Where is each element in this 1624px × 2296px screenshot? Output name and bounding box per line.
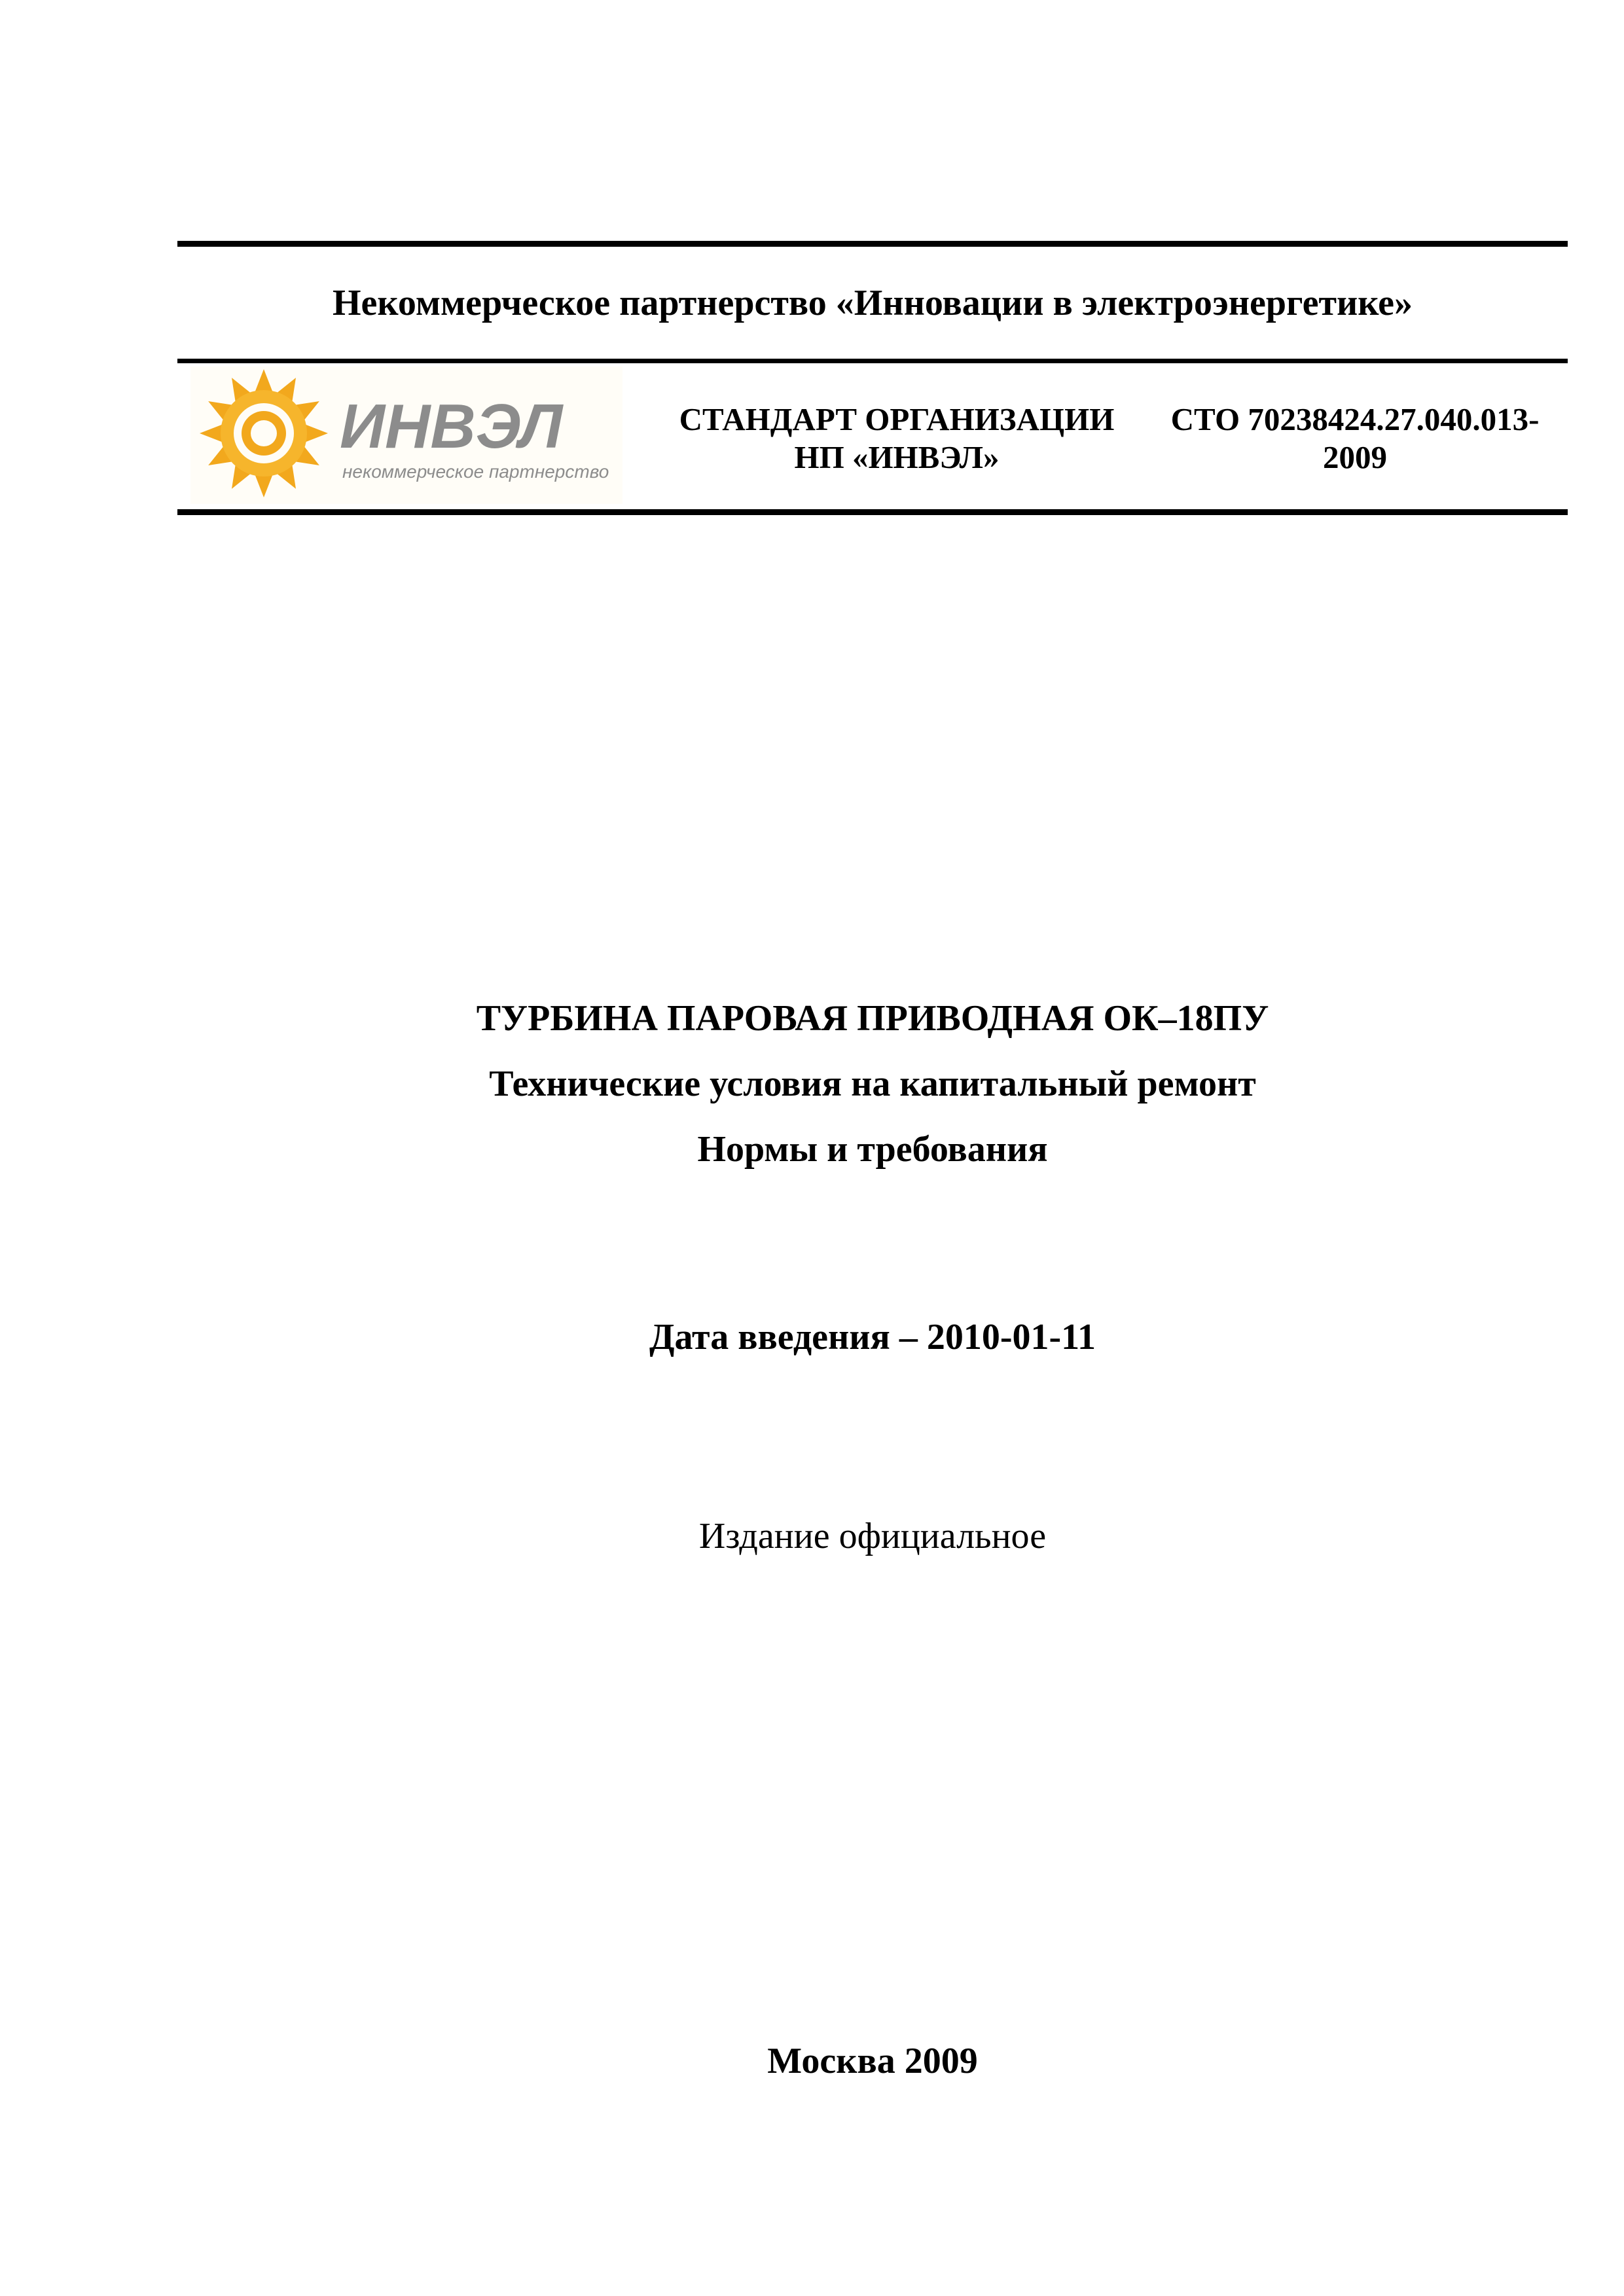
standard-code — [1152, 401, 1558, 476]
middle-rule — [177, 359, 1568, 363]
title-line-1: ТУРБИНА ПАРОВАЯ ПРИВОДНАЯ ОК–18ПУ — [476, 998, 1269, 1039]
standard-line-2: НП «ИНВЭЛ» — [794, 439, 1000, 475]
logo-brand: ИНВЭЛ — [340, 391, 563, 461]
standard-code-line-2: 2009 — [1323, 439, 1387, 475]
city-year: Москва 2009 — [767, 2041, 978, 2081]
document-title — [177, 986, 1568, 1182]
sun-icon — [190, 367, 623, 504]
standard-label — [655, 401, 1139, 476]
title-line-3: Нормы и требования — [697, 1129, 1048, 1170]
logo-tagline: некоммерческое партнерство — [342, 461, 609, 482]
title-line-2: Технические условия на капитальный ремонт — [489, 1064, 1256, 1104]
standard-code-line-1: СТО 70238424.27.040.013- — [1170, 401, 1540, 437]
invel-logo — [190, 367, 623, 504]
bottom-rule — [177, 509, 1568, 515]
organization-name: Некоммерческое партнерство «Инновации в электроэнергетике» — [332, 283, 1413, 323]
edition-note: Издание официальное — [698, 1516, 1047, 1556]
top-rule — [177, 241, 1568, 247]
effective-date: Дата введения – 2010-01-11 — [649, 1317, 1096, 1357]
standard-line-1: СТАНДАРТ ОРГАНИЗАЦИИ — [679, 401, 1115, 437]
